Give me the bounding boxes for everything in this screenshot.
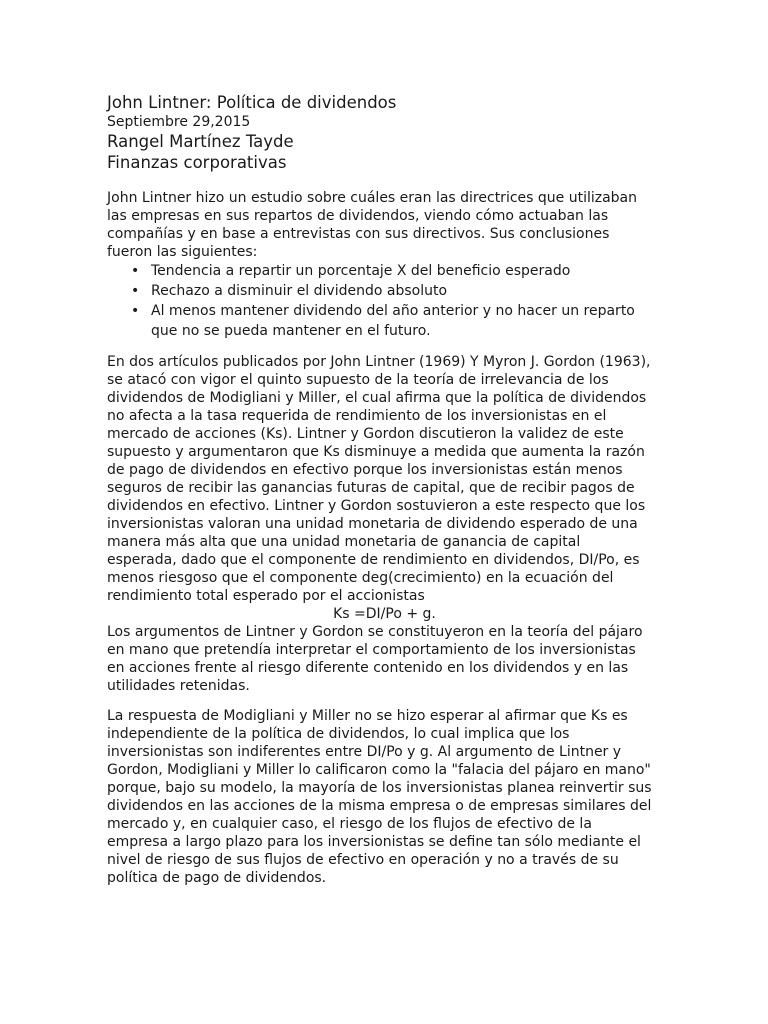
conclusions-list	[107, 261, 652, 341]
document-page	[107, 92, 652, 887]
paragraph-bird-in-hand: Los argumentos de Lintner y Gordon se constituyeron en la teoría del pájaro en mano que pretendía interpretar el comportamiento de los inversionistas en acciones frente al riesgo diferente contenido en los dividendos y en las utilidades retenidas.	[107, 624, 643, 694]
formula: Ks =DI/Po + g.	[333, 606, 436, 622]
bullet-icon: •	[131, 283, 140, 299]
document-date: Septiembre 29,2015	[107, 114, 251, 130]
list-item-text: Al menos mantener dividendo del año anterior y no hacer un reparto que no se pueda mantener en el futuro.	[151, 303, 635, 339]
list-item	[131, 281, 652, 301]
list-item	[131, 301, 652, 341]
bullet-icon: •	[131, 303, 140, 319]
list-item	[131, 261, 652, 281]
intro-paragraph: John Lintner hizo un estudio sobre cuáles eran las directrices que utilizaban las empresas en sus repartos de dividendos, viendo cómo actuaban las compañías y en base a entrevistas con sus directivos. Sus conclusiones fueron las siguientes:	[107, 190, 638, 260]
document-course: Finanzas corporativas	[107, 153, 287, 172]
document-title: John Lintner: Política de dividendos	[107, 93, 397, 112]
list-item-text: Tendencia a repartir un porcentaje X del beneficio esperado	[151, 263, 571, 279]
paragraph-lintner-gordon: En dos artículos publicados por John Lintner (1969) Y Myron J. Gordon (1963), se atacó con vigor el quinto supuesto de la teoría de irrelevancia de los dividendos de Modigliani y Miller, el cual afirma que la política de dividendos no afecta a la tasa requerida de rendimiento de los inversionistas en el mercado de acciones (Ks). Lintner y Gordon discutieron la validez de este supuesto y argumentaron que Ks disminuye a medida que aumenta la razón de pago de dividendos en efectivo porque los inversionistas están menos seguros de recibir las ganancias futuras de capital, que de recibir pagos de dividendos en efectivo. Lintner y Gordon sostuvieron a este respecto que los inversionistas valoran una unidad monetaria de dividendo esperado de una manera más alta que una unidad monetaria de ganancia de capital esperada, dado que el componente de rendimiento en dividendos, DI/Po, es menos riesgoso que el componente deg(crecimiento) en la ecuación del rendimiento total esperado por el accionistas	[107, 354, 651, 604]
document-author: Rangel Martínez Tayde	[107, 132, 294, 151]
paragraph-modigliani-miller: La respuesta de Modigliani y Miller no se hizo esperar al afirmar que Ks es independiente de la política de dividendos, lo cual implica que los inversionistas son indiferentes entre DI/Po y g. Al argumento de Lintner y Gordon, Modigliani y Miller lo calificaron como la "falacia del pájaro en mano" porque, bajo su modelo, la mayoría de los inversionistas planea reinvertir sus dividendos en las acciones de la misma empresa o de empresas similares del mercado y, en cualquier caso, el riesgo de los flujos de efectivo de la empresa a largo plazo para los inversionistas se define tan sólo mediante el nivel de riesgo de sus flujos de efectivo en operación y no a través de su política de pago de dividendos.	[107, 708, 652, 886]
bullet-icon: •	[131, 263, 140, 279]
list-item-text: Rechazo a disminuir el dividendo absoluto	[151, 283, 448, 299]
